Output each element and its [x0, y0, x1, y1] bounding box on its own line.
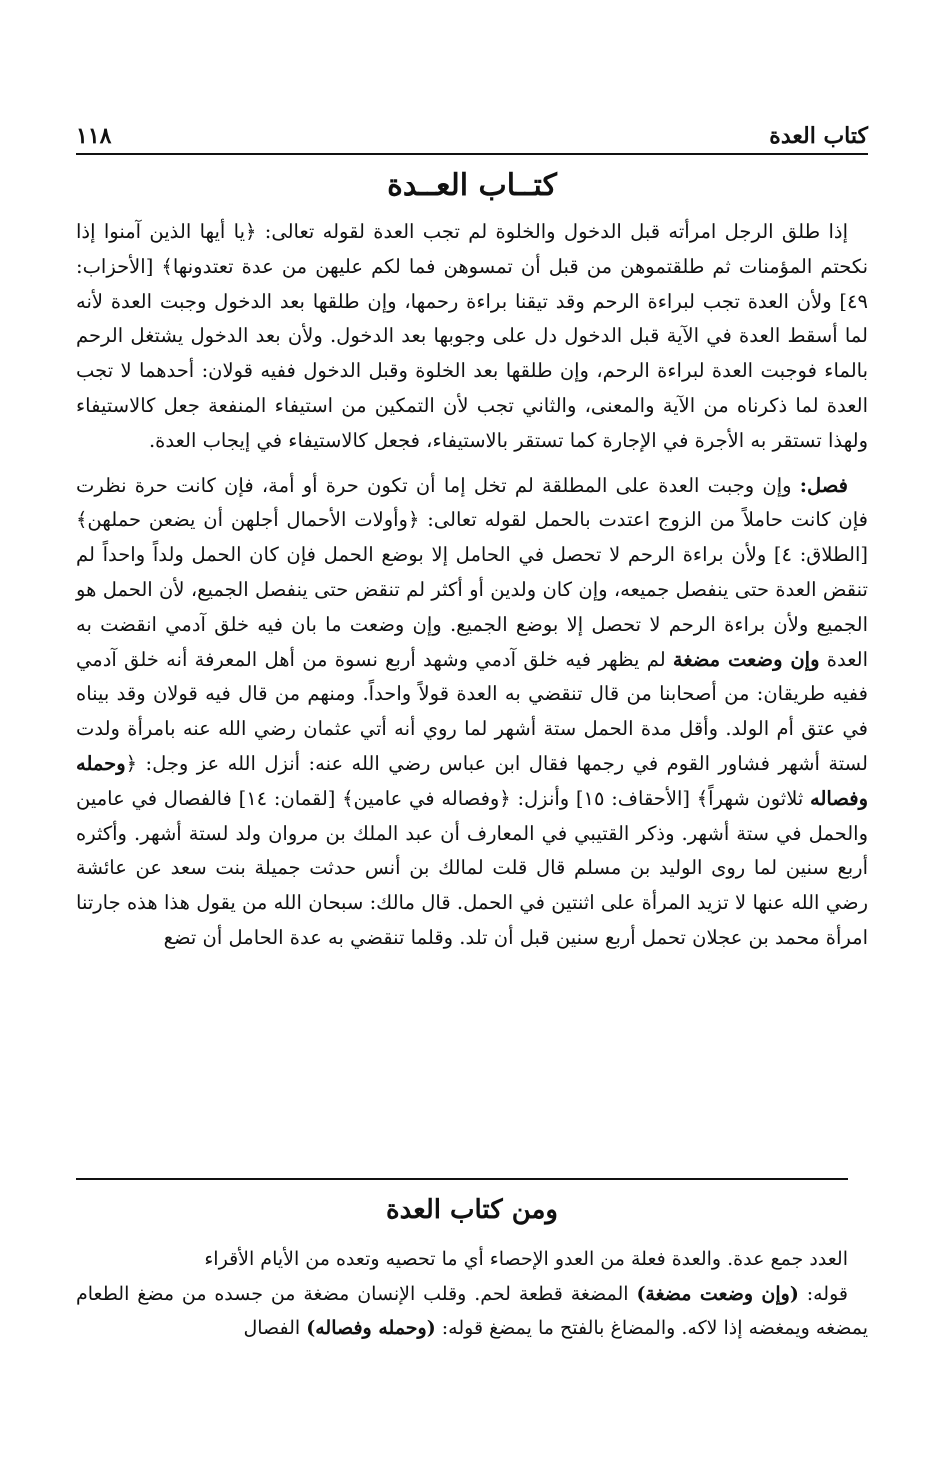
notes-line-1: العدد جمع عدة. والعدة فعلة من العدو الإحصاء أي ما تحصيه وتعده من الأيام الأقراء [204, 1248, 848, 1270]
bold-phrase-haml: وحمله وفصاله [76, 751, 868, 810]
bold-phrase-mudgha: وإن وضعت مضغة [672, 647, 820, 671]
paragraph-2-text-a: وإن وجبت العدة على المطلقة لم تخل إما أن تكون حرة أو أمة، فإن كانت حرة نظرت فإن كانت حاملاً من الزوج اعتدت بالحمل لقوله تعالى: ﴿وأولات الأحمال أجلهن أن يضعن حملهن﴾ [الطلاق: ٤] ولأن براءة الرحم لا تحصل في الحامل إلا بوضع الحمل فإن كان الحمل ولداً واحداً لم تنقض العدة حتى ينفصل جميعه، وإن كان ولدين أو أكثر لم تنقض حتى ينفصل الجميع، لأن الحمل هو الجميع ولأن براءة الرحم لا تحصل إلا بوضع الجميع. وإن وضعت ما بان فيه خلق آدمي انقضت به العدة [76, 473, 868, 671]
paragraph-2-text-c: ثلاثون شهراً﴾ [الأحقاف: ١٥] وأنزل: ﴿وفصاله في عامين﴾ [لقمان: ١٤] فالفصال في عامين والحمل في ستة أشهر. وذكر القتيبي في المعارف أن عبد الملك بن مروان ولد لستة أشهر. وأكثره أربع سنين لما روى الوليد بن مسلم قال قلت لمالك بن أنس حدثت جميلة بنت سعد عن عائشة رضي الله عنها لا تزيد المرأة على اثنتين في الحمل. قال مالك: سبحان الله من يقول هذا هذه جارتنا امرأة محمد بن عجلان تحمل أربع سنين قبل أن تلد. وقلما تنقضي به عدة الحامل أن تضع [76, 786, 868, 949]
paragraph-2 [76, 469, 868, 956]
notes-text-b: المضغة قطعة لحم. وقلب الإنسان مضغة من جسده من مضغ الطعام يمضغه ويمغضه إذا لاكه. والمضاغ بالفتح ما يمضغ قوله: [76, 1282, 868, 1339]
running-title: كتاب العدة [769, 123, 868, 149]
notes-paragraph-2 [76, 1277, 868, 1346]
notes-text-c: الفصال [243, 1317, 307, 1339]
notes-bold-haml: (وحمله وفصاله) [306, 1317, 436, 1339]
notes-title: ومن كتاب العدة [386, 1195, 558, 1225]
page-number: ١١٨ [76, 123, 112, 149]
chapter-title: كتــاب العــدة [387, 168, 557, 203]
header-rule [76, 153, 868, 155]
main-text [76, 215, 868, 966]
notes-text-a: قوله: [798, 1282, 848, 1305]
paragraph-1: إذا طلق الرجل امرأته قبل الدخول والخلوة لم تجب العدة لقوله تعالى: ﴿يا أيها الذين آمنوا إذا نكحتم المؤمنات ثم طلقتموهن من قبل أن تمسوهن فما لكم عليهن من عدة تعتدونها﴾ [الأحزاب: ٤٩] ولأن العدة تجب لبراءة الرحم وقد تيقنا براءة رحمها، وإن طلقها بعد الدخول وجبت العدة لأنه لما أسقط العدة في الآية قبل الدخول دل على وجوبها بعد الدخول. ولأن بعد الدخول يشتغل الرحم بالماء فوجبت العدة لبراءة الرحم، وإن طلقها بعد الخلوة وقبل الدخول ففيه قولان: أحدهما لا تجب العدة لما ذكرناه من الآية والمعنى، والثاني تجب لأن التمكين من استيفاء المنفعة جعل كالاستيفاء ولهذا تستقر به الأجرة في الإجارة كما تستقر بالاستيفاء، فجعل كالاستيفاء في إيجاب العدة. [76, 220, 868, 452]
notes-divider [76, 1178, 848, 1180]
notes-text [76, 1242, 868, 1346]
paragraph-2-text-b: لم يظهر فيه خلق آدمي وشهد أربع نسوة من أهل المعرفة أنه خلق آدمي ففيه طريقان: من أصحابنا من قال تنقضي به العدة قولاً واحداً. ومنهم من قال فيه قولان وقد بيناه في عتق أم الولد. وأقل مدة الحمل ستة أشهر لما روي أنه أتي عثمان رضي الله عنه بامرأة ولدت لستة أشهر فشاور القوم في رجمها فقال ابن عباس رضي الله عنه: أنزل الله عز وجل: ﴿ [76, 647, 868, 775]
section-label: فصل: [799, 473, 848, 497]
notes-bold-mudgha: (وإن وضعت مضغة) [636, 1282, 799, 1305]
page-header [76, 118, 868, 154]
